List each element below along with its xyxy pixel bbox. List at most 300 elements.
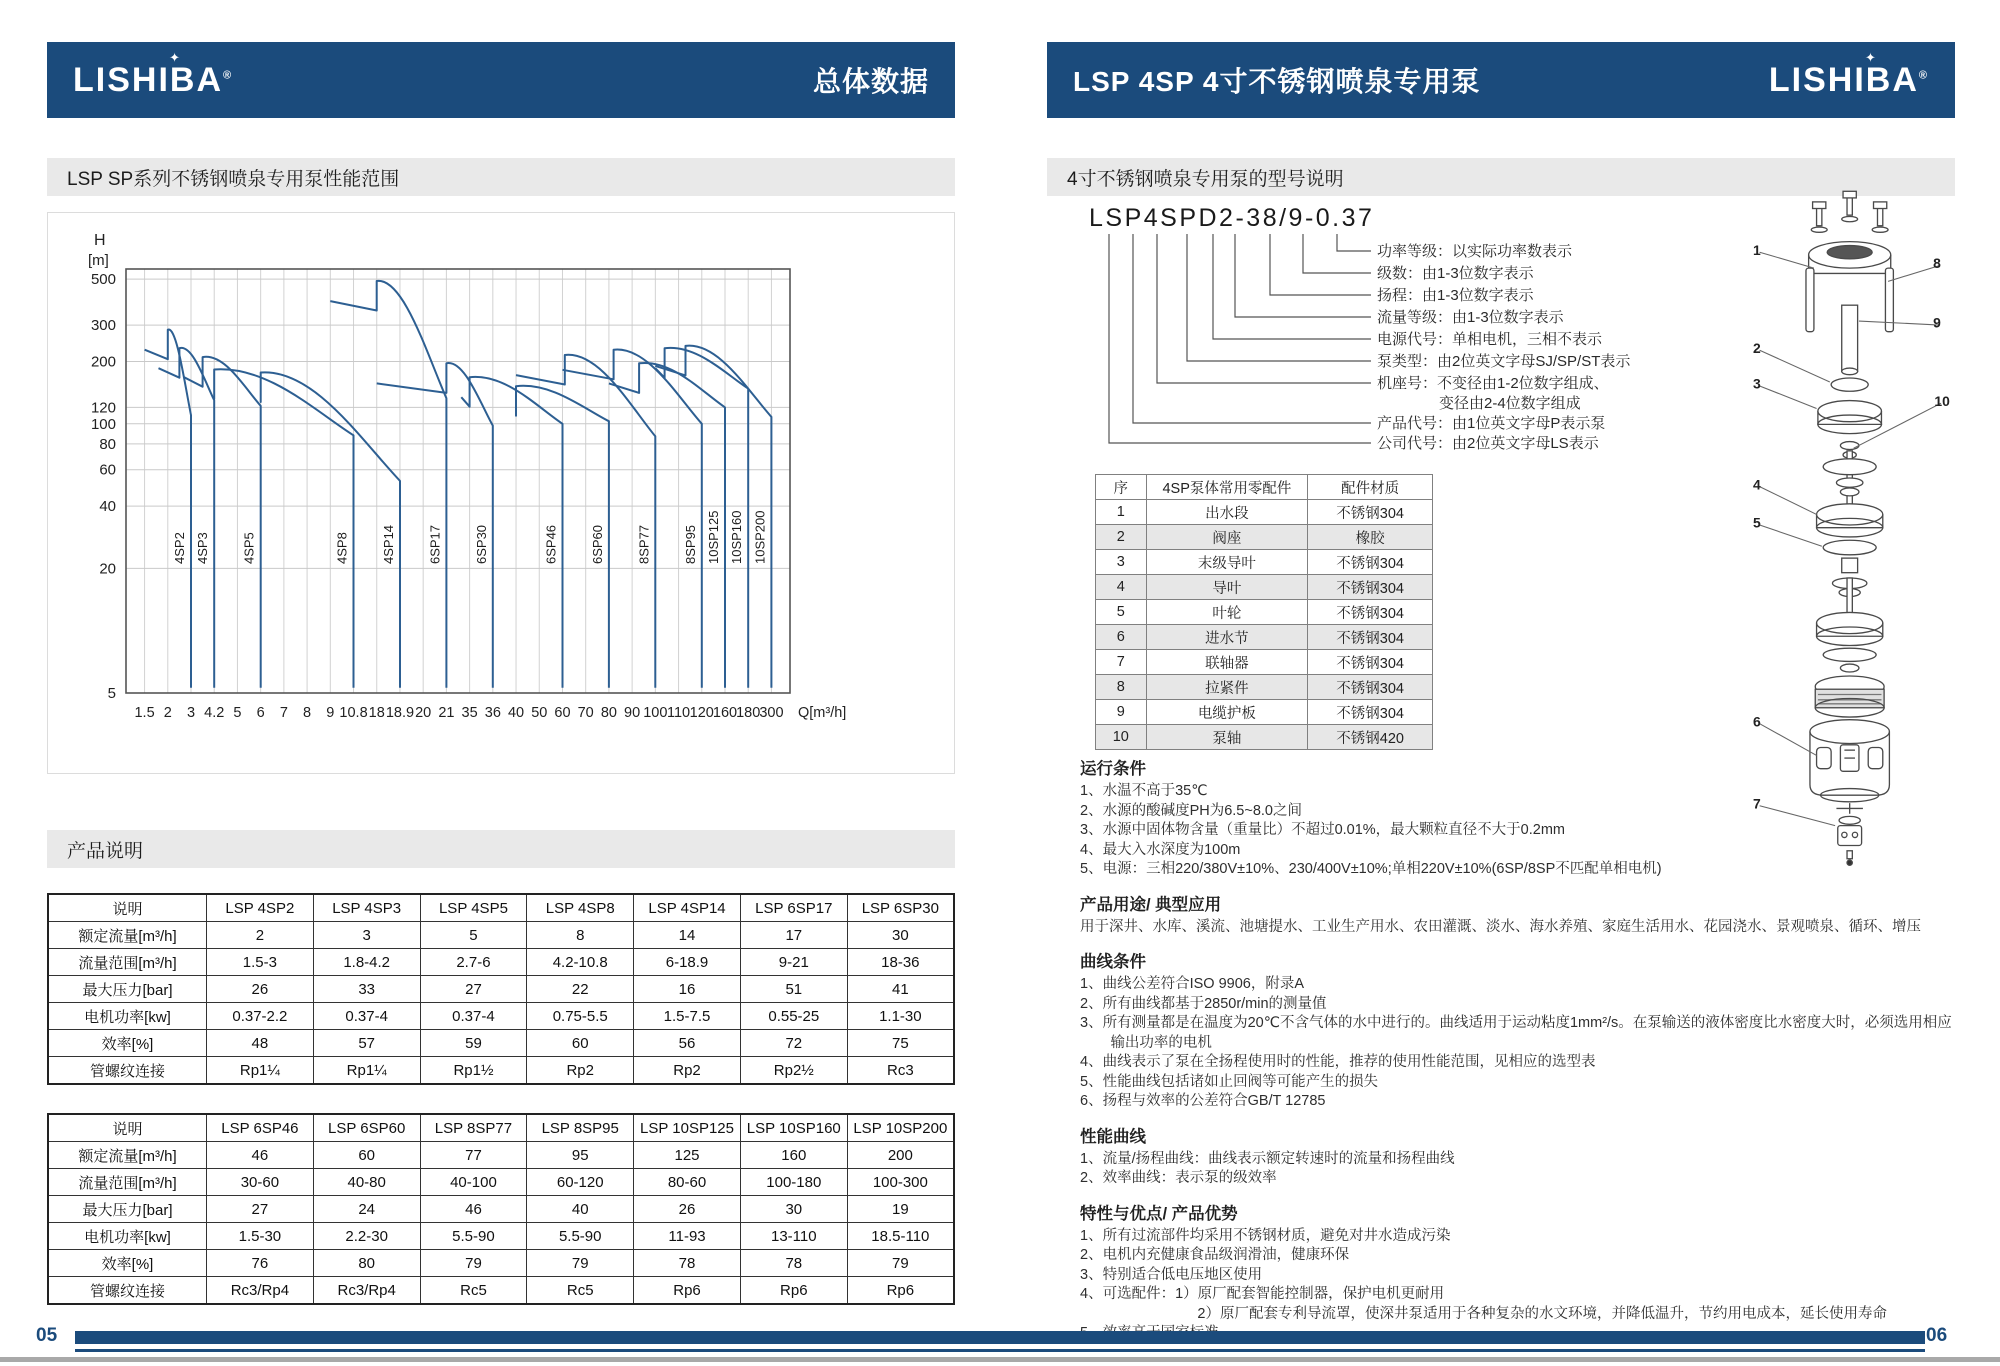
- table-cell: 60: [527, 1030, 634, 1057]
- table-cell: 60-120: [527, 1169, 634, 1196]
- table-cell: Rp2: [527, 1057, 634, 1085]
- spec-table-1: [47, 893, 955, 1085]
- x-tick-label: 90: [624, 705, 641, 721]
- pump-curve-label: 10SP160: [729, 510, 745, 564]
- column-header: LSP 8SP77: [420, 1114, 527, 1142]
- x-tick-label: 1.5: [134, 705, 155, 721]
- table-cell: 不锈钢304: [1308, 675, 1433, 700]
- table-cell: 100-300: [847, 1169, 954, 1196]
- table-cell: 额定流量[m³/h]: [48, 922, 207, 949]
- bottom-strip: [0, 1357, 2000, 1362]
- table-cell: 48: [207, 1030, 314, 1057]
- table-cell: 46: [207, 1142, 314, 1169]
- x-tick-label: 36: [484, 705, 501, 721]
- column-header: LSP 4SP5: [420, 894, 527, 922]
- callout-leader-line: [1187, 234, 1371, 361]
- table-cell: 效率[%]: [48, 1030, 207, 1057]
- text-section-item: 4、最大入水深度为100m: [1080, 841, 1241, 858]
- table-cell: 最大压力[bar]: [48, 976, 207, 1003]
- part-number-label: 9: [1933, 314, 1941, 331]
- table-row: [48, 1169, 954, 1196]
- column-header: LSP 4SP8: [527, 894, 634, 922]
- table-cell: 6: [1096, 625, 1147, 650]
- table-cell: 40-100: [420, 1169, 527, 1196]
- table-cell: 80-60: [634, 1169, 741, 1196]
- y-tick-label: 20: [99, 560, 116, 578]
- part-leader-line: [1760, 386, 1817, 409]
- x-tick-label: 3: [186, 705, 196, 721]
- text-section-item: 用于深井、水库、溪流、池塘提水、工业生产用水、农田灌溉、淡水、海水养殖、家庭生活用水、花园浇水、景观喷泉、循环、增压: [1080, 918, 1921, 935]
- spec-table-2: [47, 1113, 955, 1305]
- table-cell: 30: [740, 1196, 847, 1223]
- table-cell: 59: [420, 1030, 527, 1057]
- table-row: [1096, 700, 1433, 725]
- pump-curve: [159, 348, 215, 688]
- table-cell: 不锈钢304: [1308, 700, 1433, 725]
- table-cell: 18.5-110: [847, 1223, 954, 1250]
- table-cell: 18-36: [847, 949, 954, 976]
- table-cell: 2.7-6: [420, 949, 527, 976]
- table-row: [1096, 675, 1433, 700]
- table-cell: 57: [313, 1030, 420, 1057]
- column-header: LSP 4SP3: [313, 894, 420, 922]
- x-tick-label: 180: [736, 705, 761, 721]
- x-tick-label: 70: [577, 705, 594, 721]
- model-callout-label: 产品代号：由1位英文字母P表示泵: [1377, 415, 1606, 432]
- table-cell: 6-18.9: [634, 949, 741, 976]
- right-text-sections: [1080, 744, 1960, 1344]
- table-cell: 2: [1096, 525, 1147, 550]
- table-cell: 电机功率[kw]: [48, 1223, 207, 1250]
- y-tick-label: 5: [107, 685, 116, 702]
- table-cell: 79: [420, 1250, 527, 1277]
- table-cell: 79: [847, 1250, 954, 1277]
- table-cell: 1.5-7.5: [634, 1003, 741, 1030]
- x-tick-label: 9: [326, 705, 335, 721]
- table-cell: 27: [420, 976, 527, 1003]
- table-cell: 72: [740, 1030, 847, 1057]
- table-row: [48, 1223, 954, 1250]
- pump-curve: [330, 281, 446, 688]
- pump-curve-label: 6SP60: [589, 524, 605, 564]
- table-cell: 不锈钢304: [1308, 650, 1433, 675]
- x-tick-label: 6: [256, 705, 265, 721]
- table-row: [1096, 625, 1433, 650]
- y-tick-label: 500: [90, 271, 116, 289]
- table-cell: 不锈钢304: [1308, 500, 1433, 525]
- text-section-item: 2、电机内充健康食品级润滑油，健康环保: [1080, 1247, 1350, 1263]
- model-callout-label-cont: 变径由2-4位数字组成: [1439, 395, 1581, 412]
- parts-table: [1095, 474, 1433, 750]
- table-cell: 叶轮: [1146, 600, 1308, 625]
- model-callout-label: 功率等级：以实际功率数表示: [1377, 243, 1573, 260]
- x-tick-label: 21: [438, 705, 455, 721]
- table-row: [48, 1250, 954, 1277]
- table-cell: 1.5-30: [207, 1223, 314, 1250]
- y-tick-label: 100: [90, 415, 116, 433]
- table-cell: 阀座: [1146, 525, 1308, 550]
- table-row: [48, 1030, 954, 1057]
- part-leader-line: [1760, 252, 1814, 268]
- table-row: [48, 1196, 954, 1223]
- text-section-title: 运行条件: [1080, 760, 1146, 778]
- text-section-item: 3、水源中固体物含量（重量比）不超过0.01%，最大颗粒直径不大于0.2mm: [1080, 822, 1565, 838]
- right-page-header: [1047, 42, 1955, 118]
- text-section-item: 4、曲线表示了泵在全扬程使用时的性能，推荐的使用性能范围，见相应的选型表: [1080, 1054, 1596, 1070]
- part-number-label: 10: [1934, 392, 1950, 409]
- model-callout-label: 公司代号：由2位英文字母LS表示: [1377, 435, 1599, 452]
- table-cell: Rp1¼: [313, 1057, 420, 1085]
- part-leader-line: [1760, 350, 1830, 382]
- x-tick-label: 5: [233, 705, 242, 721]
- pump-curve-label: 6SP30: [473, 524, 489, 564]
- part-number-label: 3: [1753, 375, 1761, 392]
- left-page-header: [47, 42, 955, 118]
- y-tick-label: 60: [99, 461, 116, 479]
- column-header: 说明: [48, 894, 207, 922]
- table-row: [48, 949, 954, 976]
- table-cell: 7: [1096, 650, 1147, 675]
- table-cell: 1.5-3: [207, 949, 314, 976]
- part-leader-line: [1760, 525, 1822, 546]
- section-title-model-explanation: 4寸不锈钢喷泉专用泵的型号说明: [1047, 158, 1955, 196]
- table-cell: 不锈钢304: [1308, 550, 1433, 575]
- table-cell: 56: [634, 1030, 741, 1057]
- registered-mark-icon: ®: [1918, 69, 1929, 82]
- table-cell: 不锈钢304: [1308, 575, 1433, 600]
- table-cell: 100-180: [740, 1169, 847, 1196]
- table-cell: 1: [1096, 500, 1147, 525]
- table-row: [48, 976, 954, 1003]
- text-section-item: 4、可选配件：1）原厂配套智能控制器，保护电机更耐用: [1080, 1286, 1445, 1302]
- table-cell: 13-110: [740, 1223, 847, 1250]
- page-number-right: 06: [1926, 1325, 1948, 1346]
- x-tick-label: 50: [531, 705, 548, 721]
- table-cell: 5: [1096, 600, 1147, 625]
- table-cell: 0.37-2.2: [207, 1003, 314, 1030]
- table-cell: 200: [847, 1142, 954, 1169]
- table-cell: 5.5-90: [420, 1223, 527, 1250]
- table-cell: 41: [847, 976, 954, 1003]
- table-cell: 26: [634, 1196, 741, 1223]
- part-leader-line: [1760, 487, 1817, 515]
- y-tick-label: 120: [90, 399, 116, 417]
- table-cell: 流量范围[m³/h]: [48, 949, 207, 976]
- table-cell: 不锈钢304: [1308, 600, 1433, 625]
- table-cell: 0.37-4: [420, 1003, 527, 1030]
- pump-curve-label: 10SP125: [706, 510, 721, 564]
- table-cell: 78: [740, 1250, 847, 1277]
- pump-curve-label: 4SP2: [172, 532, 187, 564]
- text-section-item: 3、特别适合低电压地区使用: [1080, 1266, 1263, 1283]
- footer-line: [75, 1349, 1925, 1352]
- text-section-item: 2）原厂配套专利导流罩，使深井泵适用于各种复杂的水文环境，并降低温升，节约用电成本，延长使用寿命: [1110, 1305, 1887, 1322]
- brand-name: LISHIBA: [1768, 60, 1919, 99]
- table-cell: 40: [527, 1196, 634, 1223]
- column-header: LSP 10SP125: [634, 1114, 741, 1142]
- table-cell: 末级导叶: [1146, 550, 1308, 575]
- table-cell: Rp1½: [420, 1057, 527, 1085]
- x-tick-label: 40: [507, 705, 525, 721]
- y-axis-label: H: [94, 232, 106, 249]
- table-cell: 11-93: [634, 1223, 741, 1250]
- part-leader-line: [1888, 265, 1940, 281]
- table-cell: 40-80: [313, 1169, 420, 1196]
- table-row: [1096, 600, 1433, 625]
- table-cell: 27: [207, 1196, 314, 1223]
- table-cell: 0.37-4: [313, 1003, 420, 1030]
- table-cell: 95: [527, 1142, 634, 1169]
- table-cell: 5: [420, 922, 527, 949]
- table-cell: 4: [1096, 575, 1147, 600]
- column-header: LSP 6SP60: [313, 1114, 420, 1142]
- model-callout-label: 机座号：不变径由1-2位数字组成、: [1377, 375, 1609, 392]
- table-cell: Rc3/Rp4: [313, 1277, 420, 1305]
- model-code: LSP4SPD2-38/9-0.37: [1089, 204, 1375, 232]
- table-cell: Rc3/Rp4: [207, 1277, 314, 1305]
- table-cell: 出水段: [1146, 500, 1308, 525]
- chart-svg: [48, 213, 954, 773]
- table-header-row: [48, 894, 954, 922]
- table-cell: 9-21: [740, 949, 847, 976]
- table-cell: 80: [313, 1250, 420, 1277]
- table-cell: 0.75-5.5: [527, 1003, 634, 1030]
- table-cell: 橡胶: [1308, 525, 1433, 550]
- table-cell: 77: [420, 1142, 527, 1169]
- table-cell: 75: [847, 1030, 954, 1057]
- table-cell: 9: [1096, 700, 1147, 725]
- table-cell: 导叶: [1146, 575, 1308, 600]
- table-cell: 79: [527, 1250, 634, 1277]
- column-header: LSP 4SP2: [207, 894, 314, 922]
- text-section-item: 1、流量/扬程曲线：曲线表示额定转速时的流量和扬程曲线: [1080, 1150, 1455, 1167]
- table-cell: 5.5-90: [527, 1223, 634, 1250]
- x-axis-label: Q[m³/h]: [798, 705, 847, 721]
- table-row: [48, 1057, 954, 1085]
- x-tick-label: 18.9: [385, 705, 415, 721]
- table-cell: 最大压力[bar]: [48, 1196, 207, 1223]
- table-row: [1096, 500, 1433, 525]
- model-code-svg: [1075, 200, 1775, 462]
- brand-logo: [1768, 49, 1929, 100]
- table-cell: 60: [313, 1142, 420, 1169]
- logo-star-icon: ✦: [1864, 49, 1878, 65]
- column-header: LSP 6SP30: [847, 894, 954, 922]
- x-tick-label: 2: [163, 705, 172, 721]
- column-header: LSP 10SP200: [847, 1114, 954, 1142]
- table-header-row: [48, 1114, 954, 1142]
- table-cell: Rc5: [527, 1277, 634, 1305]
- table-cell: 泵轴: [1146, 725, 1308, 750]
- x-tick-label: 18: [368, 705, 385, 721]
- model-callout-label: 电源代号：单相电机，三相不表示: [1377, 331, 1603, 348]
- table-cell: 0.55-25: [740, 1003, 847, 1030]
- brand-name: LISHIBA: [73, 60, 223, 99]
- text-section-item: 2、效率曲线：表示泵的级效率: [1080, 1170, 1277, 1186]
- table-cell: Rp1¼: [207, 1057, 314, 1085]
- text-section-item: 5、电源：三相220/380V±10%、230/400V±10%;单相220V±10%(6SP/8SP不匹配单相电机): [1080, 861, 1662, 877]
- model-callout-label: 级数：由1-3位数字表示: [1377, 265, 1534, 282]
- table-cell: 8: [1096, 675, 1147, 700]
- pump-curve-label: 4SP14: [381, 524, 396, 564]
- pump-curve-label: 4SP5: [241, 532, 257, 564]
- column-header: LSP 6SP46: [207, 1114, 314, 1142]
- pump-curve-label: 4SP8: [334, 532, 350, 564]
- model-callout-label: 流量等级：由1-3位数字表示: [1377, 309, 1564, 326]
- table-cell: 拉紧件: [1146, 675, 1308, 700]
- table-cell: 1.1-30: [847, 1003, 954, 1030]
- pump-curve-label: 10SP200: [752, 510, 768, 564]
- page-number-left: 05: [36, 1325, 58, 1346]
- model-code-diagram: [1075, 200, 1775, 467]
- right-page-title: LSP 4SP 4寸不锈钢喷泉专用泵: [1073, 66, 1481, 97]
- text-section-item: 5、性能曲线包括诸如止回阀等可能产生的损失: [1080, 1073, 1379, 1090]
- table-cell: Rp2: [634, 1057, 741, 1085]
- table-cell: 3: [1096, 550, 1147, 575]
- y-tick-label: 80: [99, 435, 116, 453]
- table-cell: 电机功率[kw]: [48, 1003, 207, 1030]
- text-section-item: 1、水温不高于35℃: [1080, 783, 1208, 799]
- table-cell: 160: [740, 1142, 847, 1169]
- y-tick-label: 40: [99, 498, 116, 516]
- pump-curve-label: 6SP46: [543, 524, 559, 564]
- text-section-title: 特性与优点/ 产品优势: [1080, 1204, 1238, 1223]
- x-tick-label: 80: [600, 705, 617, 721]
- part-leader-line: [1859, 321, 1940, 325]
- column-header: 4SP泵体常用零配件: [1146, 475, 1308, 500]
- x-tick-label: 35: [461, 705, 478, 721]
- table-row: [48, 1142, 954, 1169]
- x-tick-label: 20: [415, 705, 432, 721]
- table-cell: 8: [527, 922, 634, 949]
- x-tick-label: 110: [666, 705, 691, 721]
- callout-leader-line: [1337, 234, 1371, 251]
- table-cell: 2: [207, 922, 314, 949]
- table-row: [1096, 550, 1433, 575]
- callout-leader-line: [1133, 234, 1371, 423]
- section-title-performance-range: LSP SP系列不锈钢喷泉专用泵性能范围: [47, 158, 955, 196]
- table-cell: 17: [740, 922, 847, 949]
- part-number-label: 5: [1753, 514, 1761, 531]
- x-tick-label: 300: [759, 705, 784, 721]
- table-row: [1096, 525, 1433, 550]
- pump-curve-label: 8SP95: [682, 524, 698, 564]
- left-page-title: 总体数据: [812, 66, 929, 97]
- text-section-title: 产品用途/ 典型应用: [1080, 895, 1222, 914]
- x-tick-label: 160: [712, 705, 738, 721]
- part-number-label: 4: [1753, 476, 1761, 493]
- table-row: [48, 922, 954, 949]
- table-cell: 76: [207, 1250, 314, 1277]
- pump-curve-label: 6SP17: [427, 524, 443, 564]
- text-section-item: 2、水源的酸碱度PH为6.5~8.0之间: [1080, 802, 1302, 819]
- pump-curve-label: 4SP3: [195, 532, 211, 564]
- model-callout-label: 泵类型：由2位英文字母SJ/SP/ST表示: [1377, 353, 1631, 370]
- table-cell: 不锈钢304: [1308, 625, 1433, 650]
- table-cell: Rp6: [740, 1277, 847, 1305]
- y-tick-label: 300: [90, 317, 116, 335]
- x-tick-label: 120: [689, 705, 714, 721]
- x-tick-label: 10.8: [339, 705, 368, 721]
- table-row: [1096, 650, 1433, 675]
- x-tick-label: 8: [303, 705, 312, 721]
- model-callout-label: 扬程：由1-3位数字表示: [1377, 287, 1534, 304]
- table-cell: 33: [313, 976, 420, 1003]
- table-cell: 26: [207, 976, 314, 1003]
- part-number-label: 7: [1753, 795, 1761, 812]
- table-cell: 19: [847, 1196, 954, 1223]
- table-cell: Rc3: [847, 1057, 954, 1085]
- performance-range-chart: [47, 212, 955, 774]
- text-section-item: 1、所有过流部件均采用不锈钢材质，避免对井水造成污染: [1080, 1227, 1451, 1244]
- plot-border: [126, 269, 790, 693]
- column-header: 说明: [48, 1114, 207, 1142]
- x-tick-label: 60: [554, 705, 571, 721]
- table-cell: 78: [634, 1250, 741, 1277]
- x-tick-label: 4.2: [204, 705, 225, 721]
- callout-leader-line: [1213, 234, 1371, 339]
- table-cell: 2.2-30: [313, 1223, 420, 1250]
- x-tick-label: 100: [643, 705, 668, 721]
- registered-mark-icon: ®: [223, 69, 234, 82]
- table-cell: 3: [313, 922, 420, 949]
- table-cell: 流量范围[m³/h]: [48, 1169, 207, 1196]
- part-number-label: 8: [1933, 255, 1941, 272]
- table-cell: 51: [740, 976, 847, 1003]
- table-cell: 联轴器: [1146, 650, 1308, 675]
- column-header: 配件材质: [1308, 475, 1433, 500]
- table-cell: 125: [634, 1142, 741, 1169]
- table-cell: Rp2½: [740, 1057, 847, 1085]
- part-number-label: 1: [1753, 241, 1761, 258]
- table-cell: 管螺纹连接: [48, 1057, 207, 1085]
- y-axis-label-unit: [m]: [88, 252, 109, 269]
- table-row: [1096, 575, 1433, 600]
- y-tick-label: 200: [90, 353, 116, 371]
- part-number-label: 6: [1753, 713, 1761, 730]
- table-cell: Rp6: [634, 1277, 741, 1305]
- footer-bar: [75, 1331, 1925, 1344]
- column-header: LSP 4SP14: [634, 894, 741, 922]
- section-title-product-description: 产品说明: [47, 830, 955, 868]
- table-row: [48, 1277, 954, 1305]
- x-tick-label: 7: [279, 705, 288, 721]
- table-cell: 14: [634, 922, 741, 949]
- table-cell: 24: [313, 1196, 420, 1223]
- brand-logo: [73, 49, 234, 100]
- table-cell: 额定流量[m³/h]: [48, 1142, 207, 1169]
- logo-star-icon: ✦: [169, 49, 182, 65]
- table-header-row: [1096, 475, 1433, 500]
- table-cell: 管螺纹连接: [48, 1277, 207, 1305]
- table-cell: 效率[%]: [48, 1250, 207, 1277]
- table-cell: 16: [634, 976, 741, 1003]
- table-cell: Rp6: [847, 1277, 954, 1305]
- pump-curve-label: 8SP77: [636, 524, 652, 564]
- part-number-label: 2: [1753, 339, 1761, 356]
- table-cell: 10: [1096, 725, 1147, 750]
- table-cell: 进水节: [1146, 625, 1308, 650]
- text-section-title: 曲线条件: [1080, 953, 1146, 971]
- table-cell: 1.8-4.2: [313, 949, 420, 976]
- column-header: LSP 10SP160: [740, 1114, 847, 1142]
- text-section-item: 6、扬程与效率的公差符合GB/T 12785: [1080, 1093, 1326, 1109]
- callout-leader-line: [1270, 234, 1371, 295]
- text-section-title: 性能曲线: [1080, 1127, 1146, 1146]
- column-header: LSP 6SP17: [740, 894, 847, 922]
- table-cell: 22: [527, 976, 634, 1003]
- table-cell: 不锈钢420: [1308, 725, 1433, 750]
